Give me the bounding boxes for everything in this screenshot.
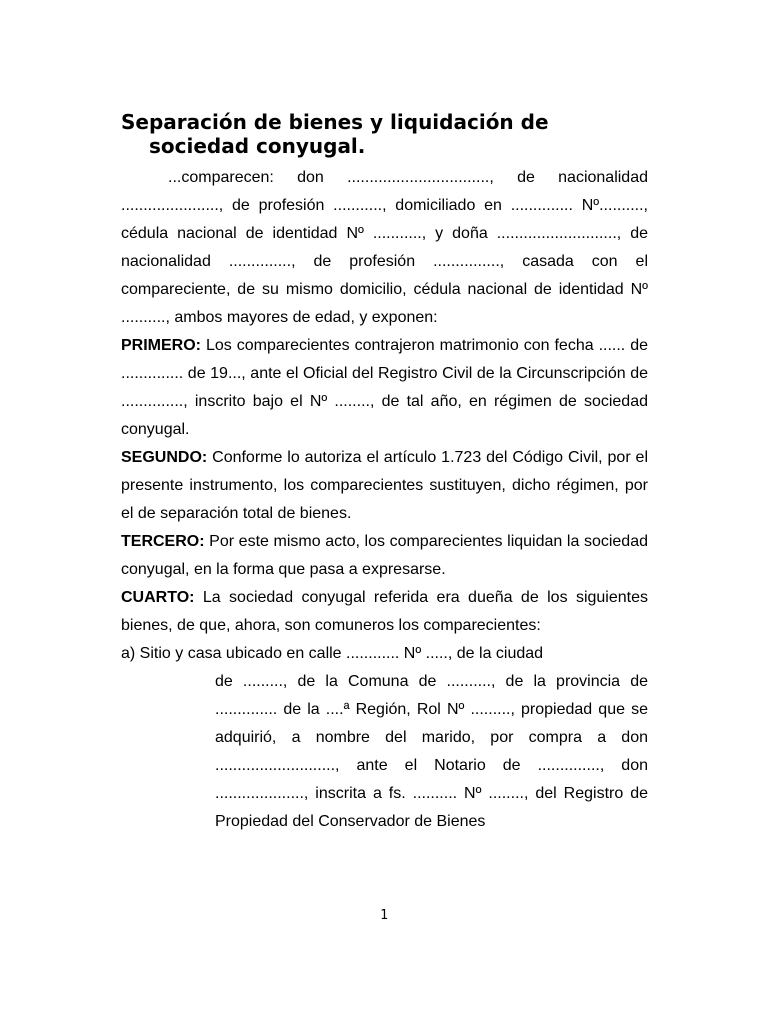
title-line-1: Separación de bienes y liquidación de <box>121 110 549 134</box>
clause-label: CUARTO: <box>121 589 195 606</box>
clause-text: Por este mismo acto, los comparecientes liquidan la sociedad conyugal, en la forma que pasa a expresarse. <box>121 533 648 578</box>
item-a-continuation: de ........., de la Comuna de .........., de la provincia de .............. de la ....ª Región, Rol Nº ........., propiedad que se adquirió, a nombre del marido, por compra a don ..........................., ante el Notario de .............., don ...................., inscrita a fs. .......... Nº ........, del Registro de Propiedad del Conservador de Bienes <box>215 673 648 830</box>
clause-text: La sociedad conyugal referida era dueña de los siguientes bienes, de que, ahora, son comuneros los comparecientes: <box>121 589 648 634</box>
page-number: 1 <box>380 908 388 923</box>
clause-segundo <box>121 444 648 528</box>
clause-label: PRIMERO: <box>121 337 201 354</box>
clause-label: TERCERO: <box>121 533 205 550</box>
clause-label: SEGUNDO: <box>121 449 208 466</box>
document-title <box>121 110 661 158</box>
item-a-first-line: a) Sitio y casa ubicado en calle ............ Nº ....., de la ciudad <box>121 645 544 662</box>
clause-cuarto <box>121 584 648 640</box>
intro-paragraph: ...comparecen: don ................................, de nacionalidad ......................, de profesión ..........., domiciliado en .............. Nº.........., cédula nacional de identidad Nº ..........., y doña ..........................., de nacionalidad .............., de profesión ..............., casada con el compareciente, de su mismo domicilio, cédula nacional de identidad Nº .........., ambos mayores de edad, y exponen: <box>121 169 648 326</box>
clause-text: Conforme lo autoriza el artículo 1.723 del Código Civil, por el presente instrumento, los comparecientes sustituyen, dicho régimen, por el de separación total de bienes. <box>121 449 648 522</box>
title-line-2: sociedad conyugal. <box>149 134 366 158</box>
clause-tercero <box>121 528 648 584</box>
document-body <box>121 164 648 836</box>
clause-text: Los comparecientes contrajeron matrimonio con fecha ...... de .............. de 19..., ante el Oficial del Registro Civil de la Circunscripción de .............., inscrito bajo el Nº ........, de tal año, en régimen de sociedad conyugal. <box>121 337 648 438</box>
clause-primero <box>121 332 648 444</box>
